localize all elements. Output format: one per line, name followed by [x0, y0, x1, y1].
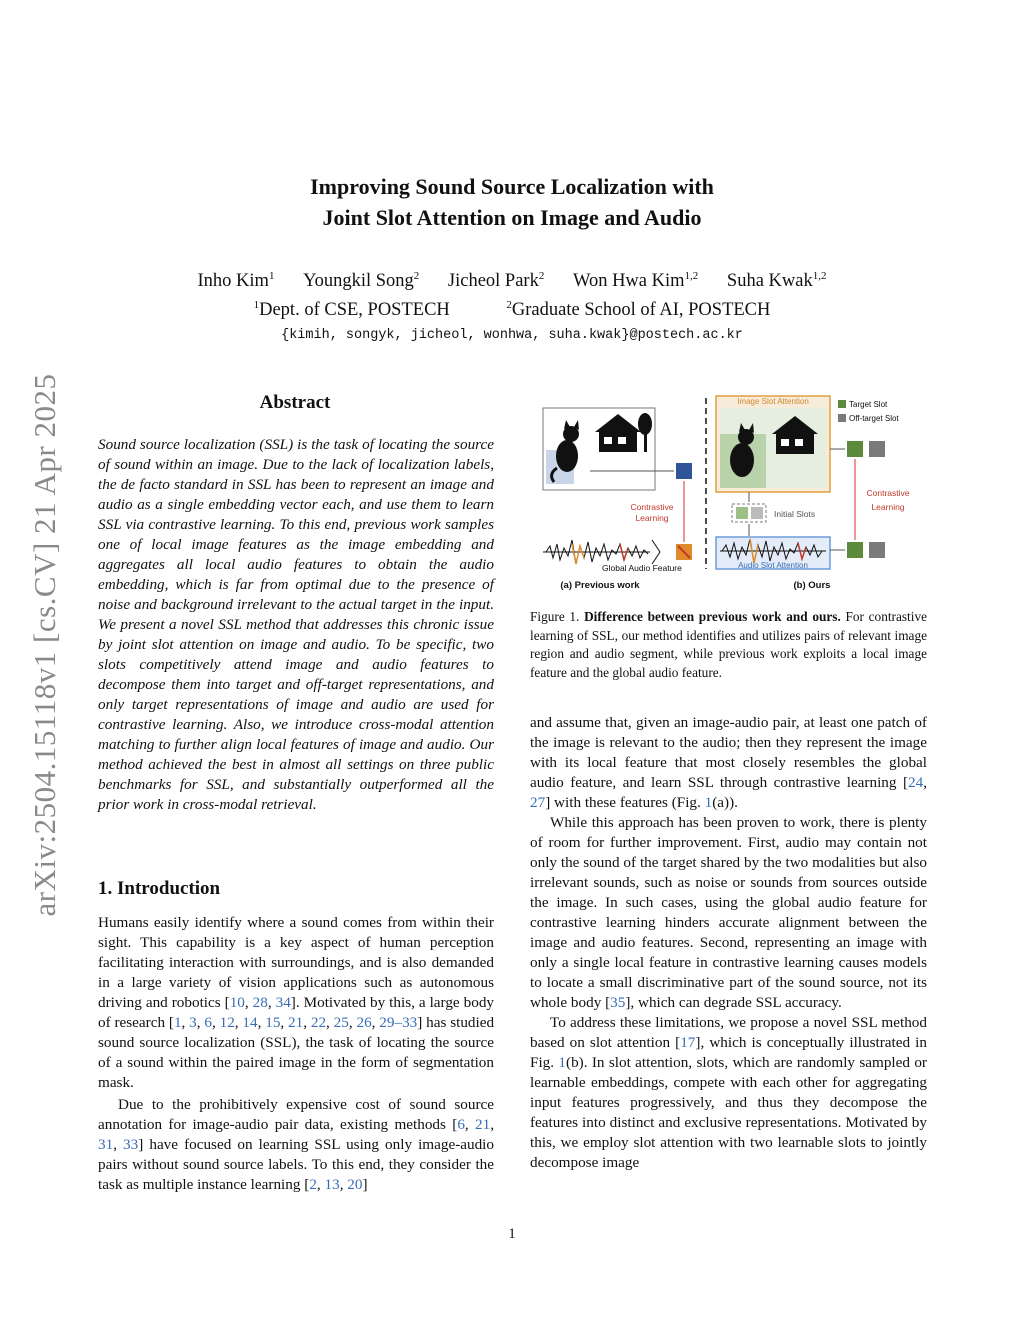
- citation-link[interactable]: 6: [457, 1116, 465, 1133]
- contrastive-label-a: Contrastive: [630, 502, 674, 512]
- citation-link[interactable]: 2: [309, 1176, 317, 1193]
- audio-slot-label: Audio Slot Attention: [738, 561, 808, 570]
- waveform-target-segment: [572, 544, 584, 564]
- legend-off: Off-target Slot: [849, 414, 899, 423]
- citation-link[interactable]: 3: [189, 1014, 197, 1031]
- image-slot-label: Image Slot Attention: [737, 397, 809, 406]
- right-paragraph-1: and assume that, given an image-audio pair, at least one patch of the image is relevant to the audio; then they represent the image with its local feature that most closely resembles the global audio feature, and learn SSL through contrastive learning [24, 27] with these features (Fig. 1(a)).: [530, 714, 927, 811]
- audio-target-slot: [847, 542, 863, 558]
- citation-link[interactable]: 20: [347, 1176, 363, 1193]
- abstract-text: Sound source localization (SSL) is the task of locating the source of sound within an image. Due to the lack of localization labels, the de facto standard in SSL has been to represent an image and audio as a single embedding vector each, and use them to learn SSL via contrastive learning. To this end, previous work samples one of local image features as the image embedding and aggregates all local audio features to obtain the audio embedding, which is far from optimal due to the presence of noise and background irrelevant to the actual target in the input. We present a novel SSL method that addresses this chronic issue by joint slot attention on image and audio. To be specific, two slots competitively attend image and audio features to decompose them into target and off-target representations, and only target representations of image and audio are used for contrastive learning. Also, we introduce cross-modal attention matching to further align local features of image and audio. Our method achieved the best in almost all settings on three public benchmarks for SSL, and substantially outperformed all the prior work in cross-modal retrieval.: [98, 436, 494, 813]
- citation-link[interactable]: 1: [173, 1014, 182, 1031]
- citation-link[interactable]: 26: [356, 1014, 372, 1031]
- intro-paragraph-2: Due to the prohibitively expensive cost of sound source annotation for image-audio pair data, existing methods [6, 21, 31, 33] have focused on learning SSL using only image-audio pairs without sound source labels. To this end, they consider the task as multiple instance learning [2, 13, 20]: [98, 1096, 495, 1193]
- legend-target: Target Slot: [849, 400, 888, 409]
- citation-link[interactable]: 10: [229, 994, 245, 1011]
- intro-paragraph-1: Humans easily identify where a sound comes from within their sight. This capability is a key aspect of human perception facilitating interaction with surroundings, and is also demanded in a large variety of vision applications such as autonomous driving and robotics [10, 28, 34]. Motivated by this, a large body of research [1, 3, 6, 12, 14, 15, 21, 22, 25, 26, 29–33] has studied sound source localization (SSL), the task of locating the source of a sound within the paired image in the form of segmentation mask.: [98, 914, 495, 1091]
- citation-link[interactable]: 24: [908, 774, 924, 791]
- page-number: 1: [508, 1226, 516, 1242]
- contrastive-label-a2: Learning: [635, 513, 669, 523]
- prev-image-feature: [676, 463, 692, 479]
- citation-link[interactable]: 34: [275, 994, 291, 1011]
- contrastive-label-b: Contrastive: [866, 488, 910, 498]
- arxiv-sidebar: [25, 350, 65, 940]
- paper-title-line1: Improving Sound Source Localization with: [310, 174, 714, 199]
- citation-link[interactable]: 6: [204, 1014, 212, 1031]
- author: Won Hwa Kim$^{1,2}$: [572, 270, 699, 292]
- initial-slots-label: Initial Slots: [774, 509, 816, 519]
- abstract-heading: Abstract: [259, 392, 331, 413]
- citation-link[interactable]: 12: [219, 1014, 235, 1031]
- label-b: (b) Ours: [793, 580, 831, 591]
- citation-link[interactable]: 21: [288, 1014, 304, 1031]
- image-target-slot: [847, 441, 863, 457]
- author: Youngkil Song$^2$: [303, 270, 420, 292]
- affiliation-1: $^1$Dept. of CSE, POSTECH: [253, 299, 450, 321]
- arxiv-id: arXiv:2504.15118v1 [cs.CV] 21 Apr 2025: [27, 373, 62, 917]
- figure-1: [540, 394, 930, 594]
- figure-caption: Figure 1. Difference between previous work and ours. For contrastive learning of SSL, our method identifies and utilizes pairs of relevant image region and audio segment, while previous work exploits a local image feature and the global audio feature.: [530, 609, 927, 680]
- right-paragraph-2: While this approach has been proven to work, there is plenty of room for further improvement. First, audio may contain not only the sound of the target shared by the two modalities but also irrelevant sounds, such as noise or sounds from sources outside the image. In such cases, using the global audio feature for contrastive learning hinders accurate alignment between the image and audio features. Second, representing an image with only a single local feature in contrastive learning causes models to locate a small discriminative part of the sound source, not its whole body [35], which can degrade SSL accuracy.: [530, 814, 927, 1011]
- citation-link[interactable]: 14: [242, 1014, 258, 1031]
- author: Suha Kwak$^{1,2}$: [726, 270, 827, 292]
- citation-link[interactable]: 17: [680, 1034, 696, 1051]
- citation-link[interactable]: 31: [98, 1136, 114, 1153]
- arrow: [652, 540, 660, 564]
- waveform-prev: [543, 540, 650, 564]
- author: Inho Kim$^1$: [197, 270, 275, 292]
- initial-off-slot: [751, 507, 763, 519]
- initial-target-slot: [736, 507, 748, 519]
- citation-link[interactable]: 27: [530, 794, 546, 811]
- author: Jicheol Park$^2$: [447, 270, 545, 292]
- citation-link[interactable]: 21: [475, 1116, 491, 1133]
- citation-link[interactable]: 22: [310, 1014, 327, 1031]
- citation-link[interactable]: 13: [324, 1176, 340, 1193]
- citation-link[interactable]: 15: [265, 1014, 281, 1031]
- citation-link[interactable]: 29–33: [379, 1014, 418, 1031]
- legend-off-swatch: [838, 414, 846, 422]
- image-off-target-slot: [869, 441, 885, 457]
- citation-link[interactable]: 25: [333, 1014, 349, 1031]
- intro-right-column: [530, 713, 927, 1173]
- citation-link[interactable]: 33: [123, 1136, 139, 1153]
- author-list: [0, 270, 1024, 292]
- figure-link[interactable]: 1: [558, 1054, 567, 1071]
- legend-target-swatch: [838, 400, 846, 408]
- author-emails: {kimih, songyk, jicheol, wonhwa, suha.kwak}@postech.ac.kr: [281, 328, 743, 343]
- paper-title-line2: Joint Slot Attention on Image and Audio: [322, 205, 702, 230]
- affiliations: [0, 299, 1024, 321]
- citation-link[interactable]: 35: [610, 994, 626, 1011]
- audio-off-target-slot: [869, 542, 885, 558]
- citation-link[interactable]: 28: [252, 994, 268, 1011]
- contrastive-label-b2: Learning: [871, 502, 905, 512]
- affiliation-2: $^2$Graduate School of AI, POSTECH: [506, 299, 771, 321]
- intro-heading: 1. Introduction: [98, 878, 221, 899]
- right-paragraph-3: To address these limitations, we propose a novel SSL method based on slot attention [17], which is conceptually illustrated in Fig. 1(b). In slot attention, slots, which are randomly sampled or learnable embeddings, compete with each other for aggregating input features progressively, and thus they decompose the features into distinct and exclusive representations. Motivated by this, we employ slot attention with two learnable slots to jointly decompose image: [530, 1014, 927, 1171]
- figure-link[interactable]: 1: [704, 794, 713, 811]
- global-audio-label: Global Audio Feature: [602, 563, 682, 573]
- intro-left-column: [98, 913, 494, 1195]
- label-a: (a) Previous work: [560, 580, 640, 591]
